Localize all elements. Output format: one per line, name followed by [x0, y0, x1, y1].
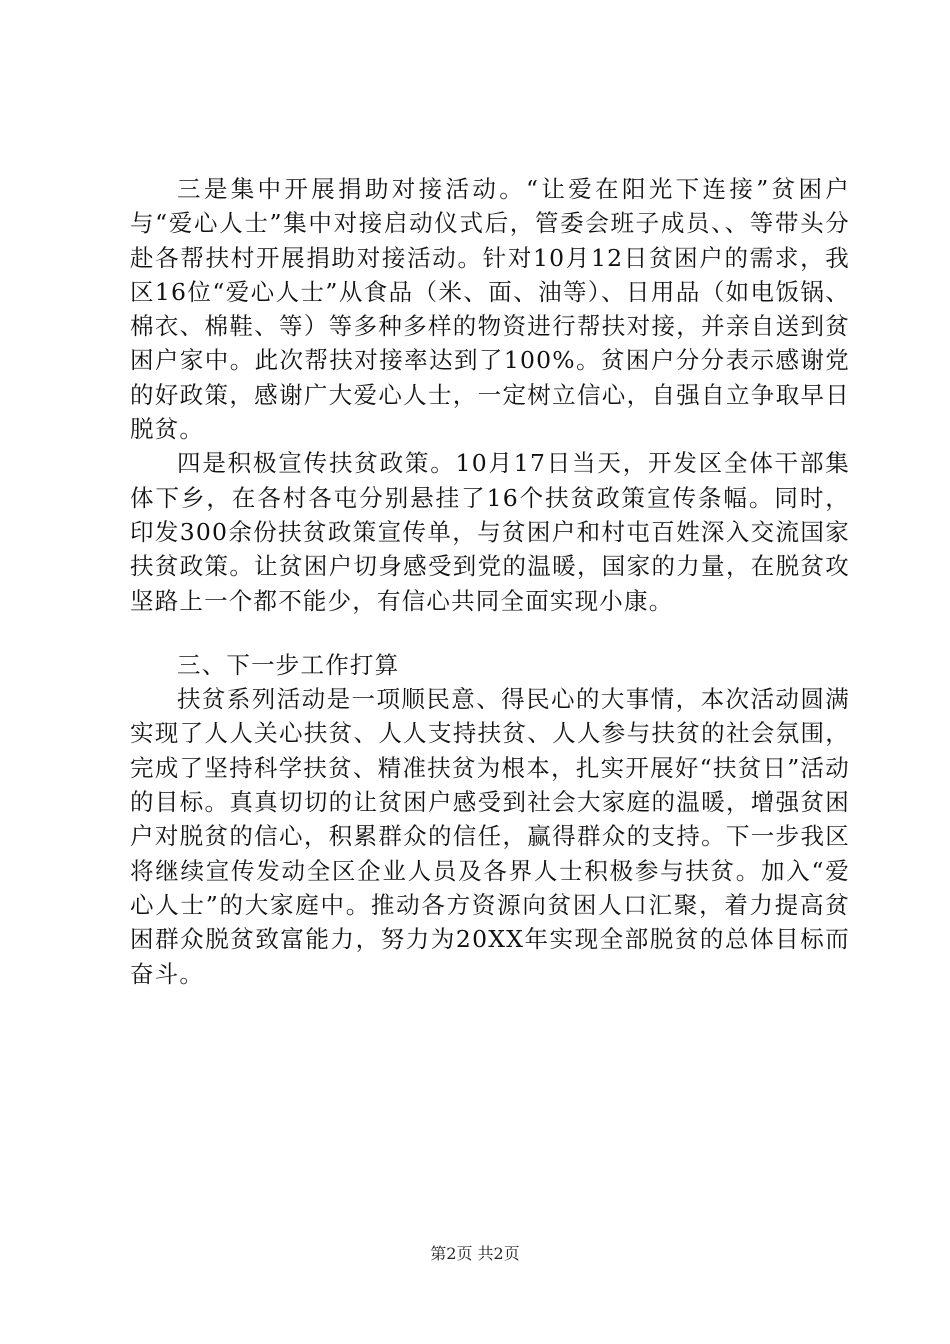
paragraph-donation-activity: 三是集中开展捐助对接活动。“让爱在阳光下连接”贫困户与“爱心人士”集中对接启动仪式后，管委会班子成员、、等带头分赴各帮扶村开展捐助对接活动。针对10月12日贫困户的需求，我区16位“爱心人士”从食品（米、面、油等）、日用品（如电饭锅、棉衣、棉鞋、等）等多种多样的物资进行帮扶对接，并亲自送到贫困户家中。此次帮扶对接率达到了100%。贫困户分分表示感谢党的好政策，感谢广大爱心人士，一定树立信心，自强自立争取早日脱贫。: [130, 175, 850, 444]
paragraph-policy-promotion: 四是积极宣传扶贫政策。10月17日当天，开发区全体干部集体下乡，在各村各屯分别悬挂了16个扶贫政策宣传条幅。同时，印发300余份扶贫政策宣传单，与贫困户和村屯百姓深入交流国家扶贫政策。让贫困户切身感受到党的温暖，国家的力量，在脱贫攻坚路上一个都不能少，有信心共同全面实现小康。: [130, 449, 850, 615]
document-body: [130, 172, 850, 991]
paragraph-next-steps: 扶贫系列活动是一项顺民意、得民心的大事情，本次活动圆满实现了人人关心扶贫、人人支持扶贫、人人参与扶贫的社会氛围，完成了坚持科学扶贫、精准扶贫为根本，扎实开展好“扶贫日”活动的目标。真真切切的让贫困户感受到社会大家庭的温暖，增强贫困户对脱贫的信心，积累群众的信任，赢得群众的支持。下一步我区将继续宣传发动全区企业人员及各界人士积极参与扶贫。加入“爱心人士”的大家庭中。推动各方资源向贫困人口汇聚，着力提高贫困群众脱贫致富能力，努力为20XX年实现全部脱贫的总体目标而奋斗。: [130, 685, 850, 988]
page-footer: 第2页 共2页: [430, 1244, 520, 1263]
section-heading-next-steps: 三、下一步工作打算: [177, 650, 400, 679]
